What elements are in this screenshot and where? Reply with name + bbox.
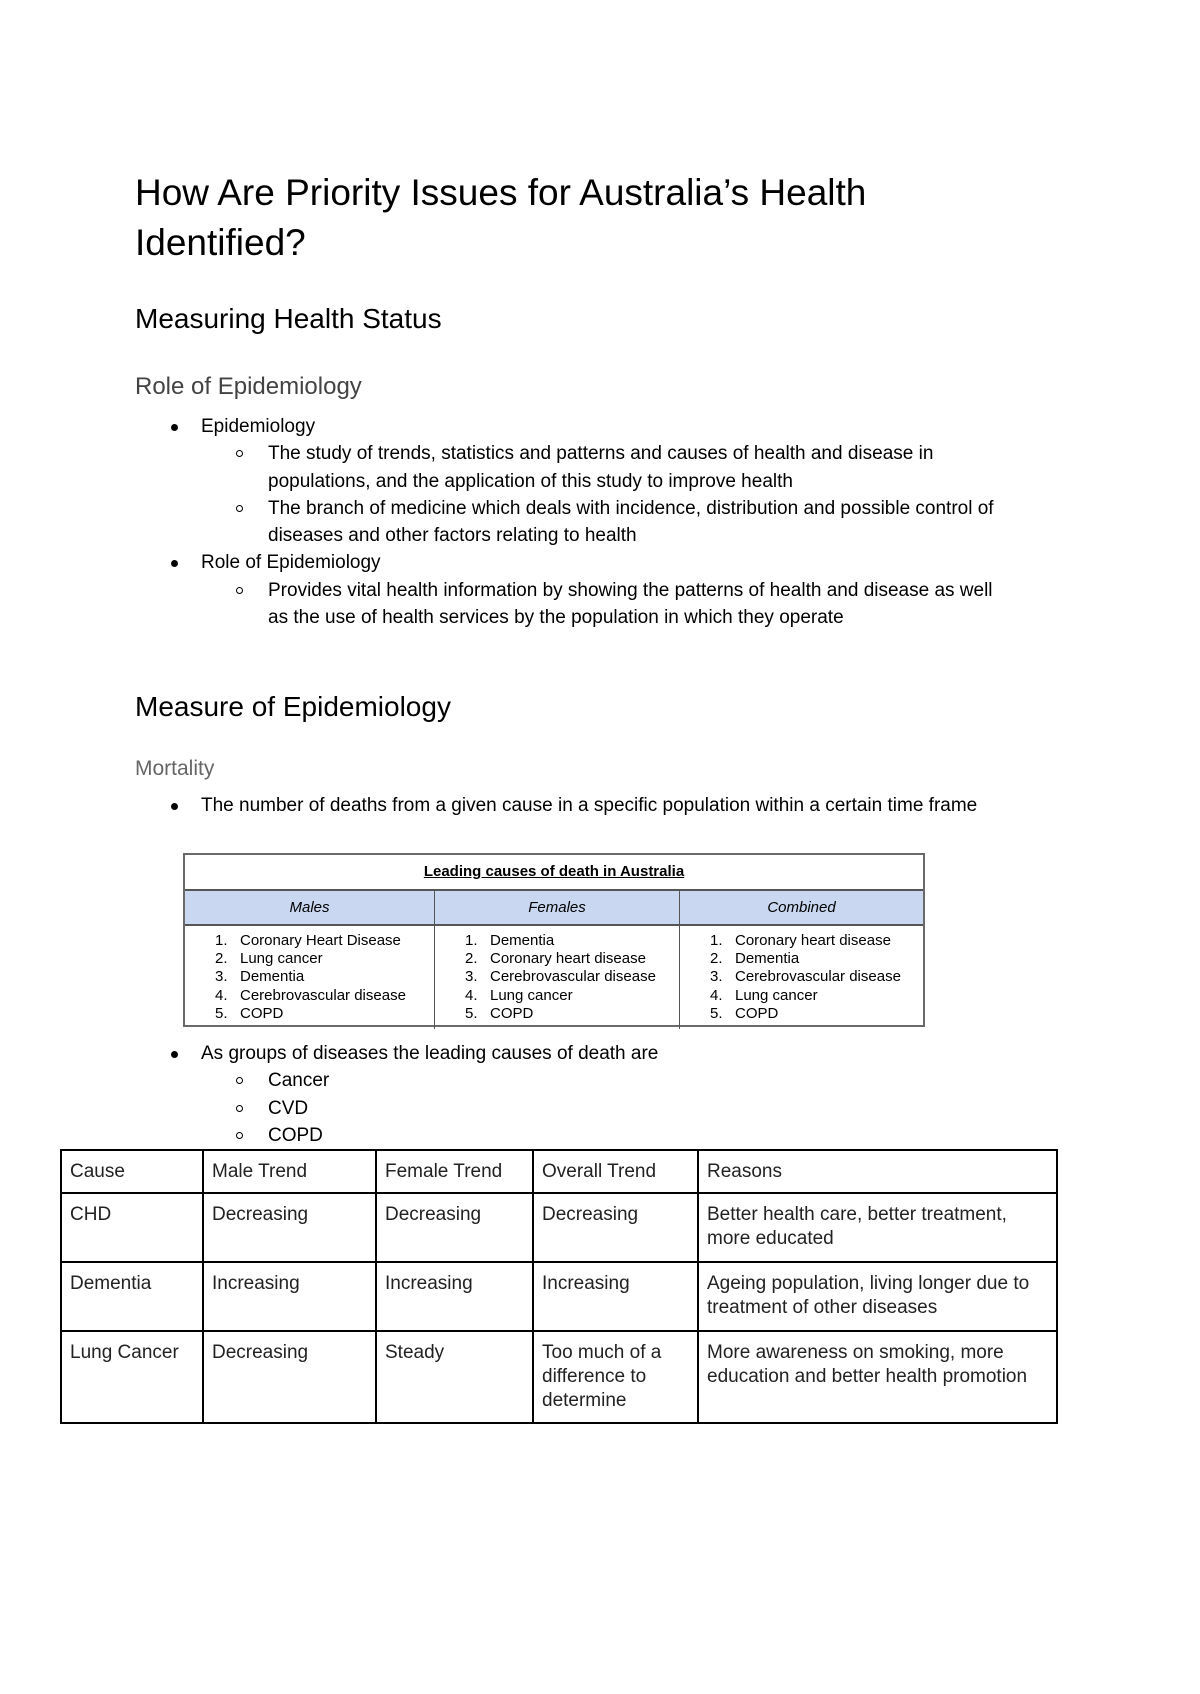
list-item: COPD [135,1122,995,1149]
table-cell: Lung Cancer [61,1331,203,1423]
table-cell: Increasing [376,1262,533,1331]
table-cell: Dementia [61,1262,203,1331]
header-cell: Reasons [698,1150,1057,1193]
header-cell: Overall Trend [533,1150,698,1193]
leading-causes-title: Leading causes of death in Australia [185,855,923,891]
table-cell: Increasing [533,1262,698,1331]
header-cell: Male Trend [203,1150,376,1193]
trend-table [60,1149,1058,1424]
table-header-row [61,1150,1057,1193]
subheading-role-of-epidemiology: Role of Epidemiology [135,373,362,400]
combined-list [680,926,923,1029]
header-cell: Cause [61,1150,203,1193]
list-item: 1. Coronary heart disease [710,932,891,949]
list-item: 2. Lung cancer [215,950,323,968]
list-item: 2. Coronary heart disease [465,950,646,968]
list-item: 1. Coronary Heart Disease [215,932,401,949]
disease-groups-list [135,1040,995,1149]
header-males: Males [185,891,435,924]
table-cell: Increasing [203,1262,376,1331]
header-cell: Female Trend [376,1150,533,1193]
list-item: CVD [135,1095,995,1122]
table-cell: More awareness on smoking, more education and better health promotion [698,1331,1057,1423]
list-item: 5. COPD [710,1004,779,1022]
table-row [61,1262,1057,1331]
table-cell: Too much of a difference to determine [533,1331,698,1423]
section-heading-measure-of-epidemiology: Measure of Epidemiology [135,691,451,722]
page-title: How Are Priority Issues for Australia’s Health Identified? [135,172,867,263]
table-cell: Ageing population, living longer due to treatment of other diseases [698,1262,1057,1331]
mortality-list [135,792,995,819]
males-list [185,926,435,1029]
table-cell: Decreasing [203,1331,376,1423]
list-item: 5. COPD [215,1004,284,1022]
list-item: 3. Dementia [215,968,305,986]
females-list [435,926,680,1029]
subheading-mortality: Mortality [135,757,215,780]
list-item: 1. Dementia [465,932,555,949]
epidemiology-list [135,413,995,631]
header-combined: Combined [767,899,836,916]
table-cell: CHD [61,1193,203,1262]
list-item: The branch of medicine which deals with incidence, distribution and possible control of diseases and other factors relating to health [135,495,995,550]
list-item: Epidemiology [135,413,995,440]
table-cell: Decreasing [203,1193,376,1262]
table-row [61,1193,1057,1262]
list-item: 4. Lung cancer [465,986,573,1004]
list-item: 4. Cerebrovascular disease [215,986,406,1004]
header-females: Females [435,891,680,924]
list-item: Role of Epidemiology [135,549,995,576]
list-item: The number of deaths from a given cause in a specific population within a certain time frame [135,792,995,819]
leading-causes-table-image [183,853,925,1027]
list-item: 3. Cerebrovascular disease [465,968,656,986]
section-heading-measuring-health-status: Measuring Health Status [135,303,442,334]
list-item: 5. COPD [465,1004,534,1022]
leading-causes-body-row [185,926,923,1029]
list-item: The study of trends, statistics and patterns and causes of health and disease in populations, and the application of this study to improve health [135,440,995,495]
list-item: 4. Lung cancer [710,986,818,1004]
table-row [61,1331,1057,1423]
table-cell: Steady [376,1331,533,1423]
list-item: 3. Cerebrovascular disease [710,968,901,986]
list-item: As groups of diseases the leading causes of death are [135,1040,995,1067]
list-item: 2. Dementia [710,950,800,968]
table-cell: Better health care, better treatment, more educated [698,1193,1057,1262]
list-item: Cancer [135,1067,995,1094]
table-cell: Decreasing [376,1193,533,1262]
leading-causes-header-row [185,891,923,926]
table-cell: Decreasing [533,1193,698,1262]
list-item: Provides vital health information by showing the patterns of health and disease as well as the use of health services by the population in which they operate [135,577,995,632]
